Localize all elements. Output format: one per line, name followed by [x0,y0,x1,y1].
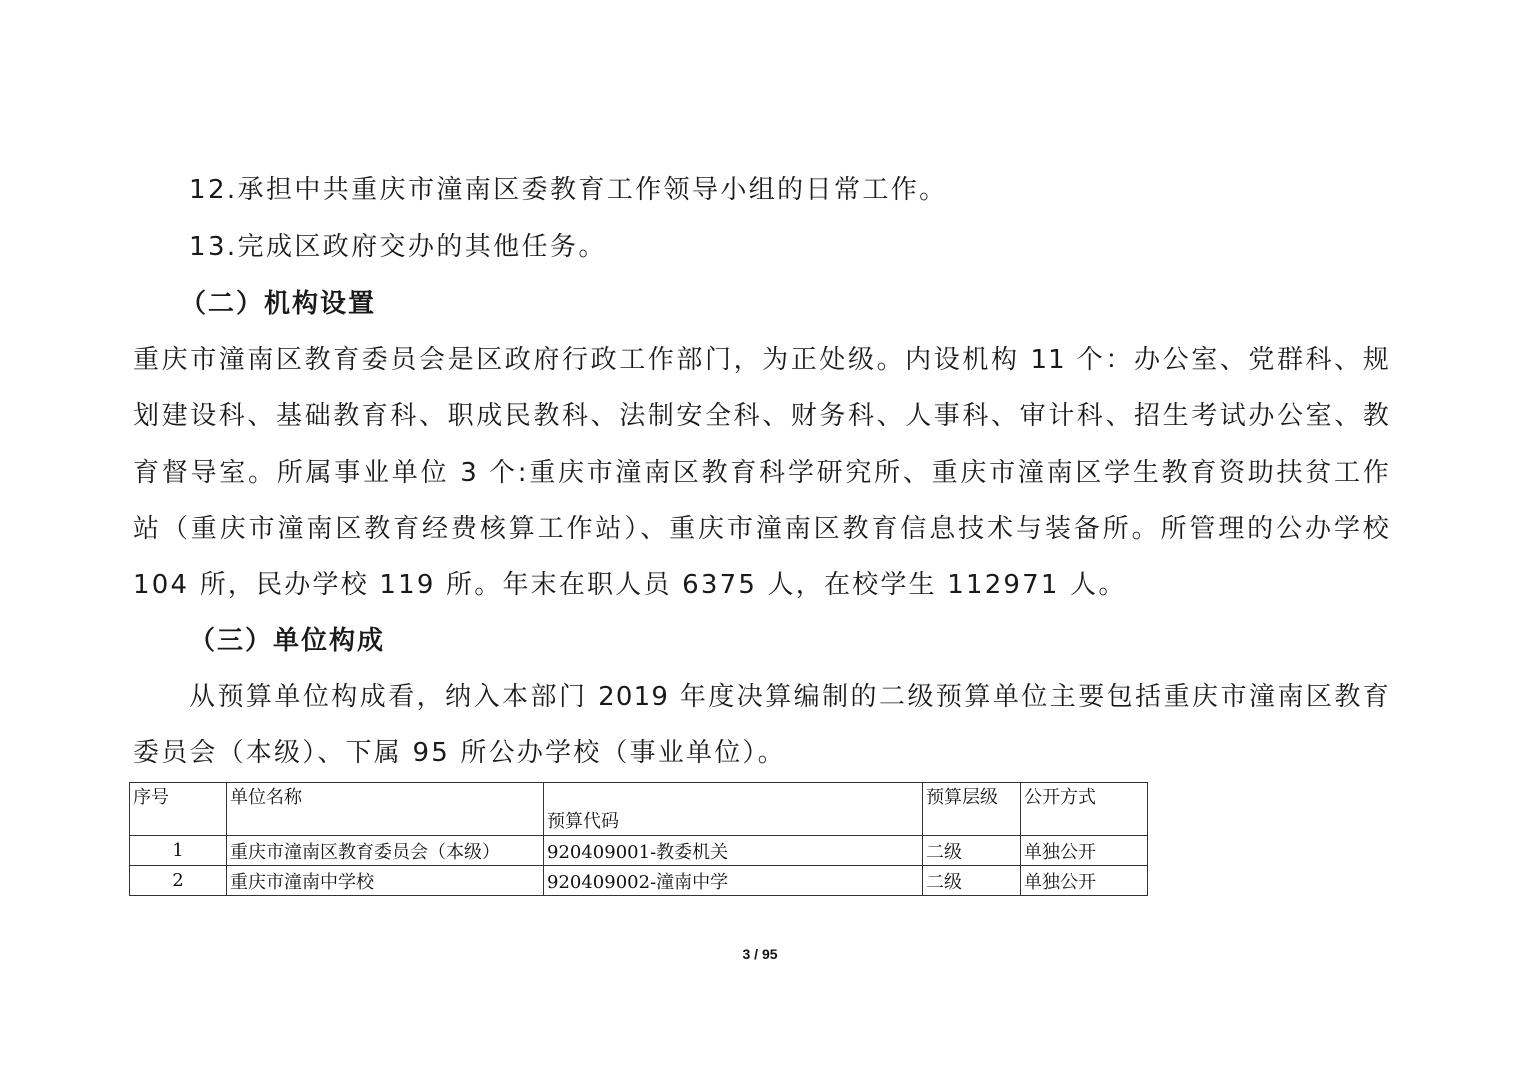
paragraph-line: 育督导室。所属事业单位 3 个:重庆市潼南区教育科学研究所、重庆市潼南区学生教育资助扶贫工作 [133,458,1390,488]
cell-budget-level: 二级 [923,836,1021,866]
paragraph-line: 划建设科、基础教育科、职成民教科、法制安全科、财务科、人事科、审计科、招生考试办公室、教 [133,401,1390,431]
paragraph-line: 重庆市潼南区教育委员会是区政府行政工作部门，为正处级。内设机构 11 个：办公室、党群科、规 [133,345,1390,375]
header-budget-level: 预算层级 [923,783,1021,836]
cell-disclosure: 单独公开 [1021,836,1148,866]
item-13: 13.完成区政府交办的其他任务。 [189,232,607,262]
section-2-heading: （二）机构设置 [180,289,377,319]
paragraph-line: 104 所，民办学校 119 所。年末在职人员 6375 人，在校学生 112971 人。 [133,570,1127,600]
cell-budget-code: 920409001-教委机关 [544,836,923,866]
paragraph-line: 委员会（本级）、下属 95 所公办学校（事业单位）。 [133,738,786,768]
header-unit-name: 单位名称 [227,783,544,836]
header-seq: 序号 [130,783,227,836]
paragraph-line: 从预算单位构成看，纳入本部门 2019 年度决算编制的二级预算单位主要包括重庆市潼南区教育 [189,682,1390,712]
cell-unit-name: 重庆市潼南区教育委员会（本级） [227,836,544,866]
section-3-heading: （三）单位构成 [189,626,386,656]
cell-budget-code: 920409002-潼南中学 [544,866,923,896]
cell-seq: 1 [130,836,227,866]
cell-disclosure: 单独公开 [1021,866,1148,896]
cell-unit-name: 重庆市潼南中学校 [227,866,544,896]
paragraph-line: 站（重庆市潼南区教育经费核算工作站）、重庆市潼南区教育信息技术与装备所。所管理的公办学校 [133,514,1390,544]
cell-seq: 2 [130,866,227,896]
table-header-row [130,783,1148,836]
header-disclosure: 公开方式 [1021,783,1148,836]
table-row [130,836,1148,866]
page-number: 3 / 95 [742,946,778,962]
header-budget-code: 预算代码 [544,783,923,836]
cell-budget-level: 二级 [923,866,1021,896]
table-row [130,866,1148,896]
budget-units-table [129,782,1148,896]
item-12: 12.承担中共重庆市潼南区委教育工作领导小组的日常工作。 [189,175,948,205]
